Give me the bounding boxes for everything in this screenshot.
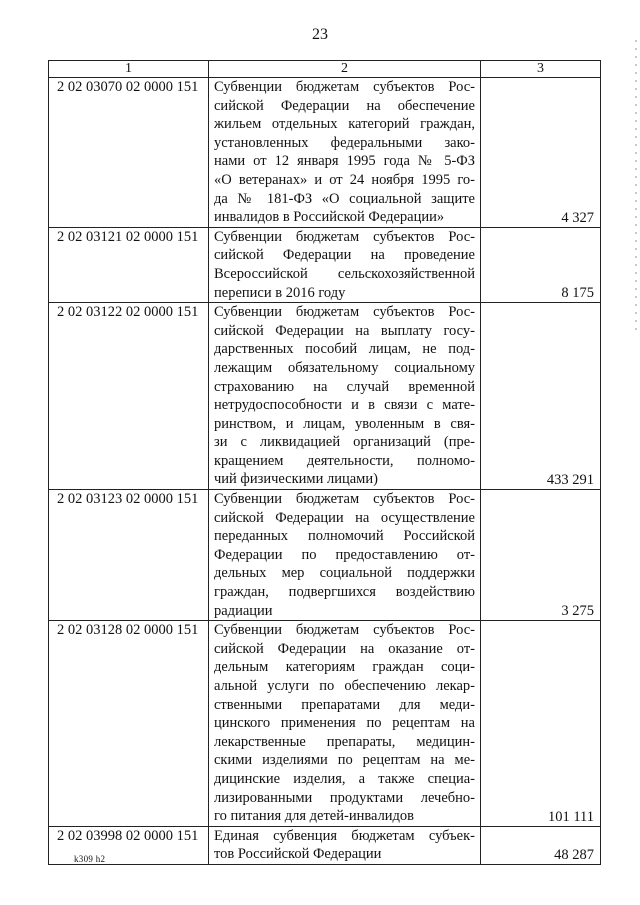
- table-row: [49, 78, 601, 228]
- description-line: ственными препаратами для меди-: [214, 696, 475, 713]
- description-line: Субвенции бюджетам субъектов Рос-: [214, 228, 475, 245]
- row-amount: 433 291: [481, 303, 601, 490]
- description-line: дицинские изделия, а также специа-: [214, 770, 475, 787]
- table-row: [49, 621, 601, 827]
- table-row: [49, 303, 601, 490]
- description-line: сийской Федерации на обеспечение: [214, 97, 475, 114]
- description-line: сийской Федерации на оказание от-: [214, 640, 475, 657]
- description-line: сийской Федерации на выплату госу-: [214, 322, 475, 339]
- description-line: Субвенции бюджетам субъектов Рос-: [214, 491, 475, 508]
- budget-table: [48, 60, 601, 865]
- description-line: дельных мер социальной поддержки: [214, 565, 475, 582]
- description-line: цинского применения по рецептам на: [214, 715, 475, 732]
- description-line: Федерации по предоставлению от-: [214, 546, 475, 563]
- description-line: дарственных пособий лицам, не под-: [214, 341, 475, 358]
- description-line: лизированными продуктами лечебно-: [214, 789, 475, 806]
- table-row: [49, 227, 601, 302]
- description-line: переданных полномочий Российской: [214, 528, 475, 545]
- row-code: 2 02 03121 02 0000 151: [49, 227, 209, 302]
- header-cell-code: 1: [49, 61, 209, 78]
- row-amount: 101 111: [481, 621, 601, 827]
- page-number: 23: [312, 26, 328, 43]
- header-row: [49, 61, 601, 78]
- description-line: установленных федеральными зако-: [214, 134, 475, 151]
- row-amount: 3 275: [481, 490, 601, 621]
- description-line: Субвенции бюджетам субъектов Рос-: [214, 304, 475, 321]
- description-line: нами от 12 января 1995 года № 5-ФЗ: [214, 153, 475, 170]
- description-line: да № 181-ФЗ «О социальной защите: [214, 190, 475, 207]
- row-description: [209, 621, 481, 827]
- description-line: «О ветеранах» и от 24 ноября 1995 го-: [214, 171, 475, 188]
- row-code: 2 02 03122 02 0000 151: [49, 303, 209, 490]
- row-description: [209, 78, 481, 228]
- footer-code: k309 h2: [74, 854, 106, 864]
- description-line: Субвенции бюджетам субъектов Рос-: [214, 622, 475, 639]
- description-line: чий физическими лицами): [214, 471, 378, 488]
- row-code: 2 02 03998 02 0000 151: [49, 826, 209, 864]
- description-line: граждан, подвергшихся воздействию: [214, 584, 475, 601]
- description-line: го питания для детей-инвалидов: [214, 808, 415, 825]
- row-description: [209, 490, 481, 621]
- description-line: нетрудоспособности и в связи с мате-: [214, 397, 475, 414]
- description-line: инвалидов в Российской Федерации»: [214, 209, 445, 226]
- table-row: [49, 826, 601, 864]
- row-code: 2 02 03070 02 0000 151: [49, 78, 209, 228]
- description-line: Единая субвенция бюджетам субъек-: [214, 827, 475, 844]
- table-body: [49, 61, 601, 865]
- row-description: [209, 303, 481, 490]
- header-cell-amount: 3: [481, 61, 601, 78]
- row-amount: 8 175: [481, 227, 601, 302]
- description-line: лежащим обязательному социальному: [214, 359, 475, 376]
- description-line: сийской Федерации на осуществление: [214, 509, 475, 526]
- description-line: альной услуги по обеспечению лекар-: [214, 678, 475, 694]
- scan-edge-marks: [632, 0, 640, 905]
- row-description: [209, 826, 481, 864]
- row-code: 2 02 03128 02 0000 151: [49, 621, 209, 827]
- description-line: переписи в 2016 году: [214, 284, 346, 301]
- row-amount: 4 327: [481, 78, 601, 228]
- row-code: 2 02 03123 02 0000 151: [49, 490, 209, 621]
- description-line: дельным категориям граждан соци-: [214, 659, 475, 676]
- description-line: жильем отдельных категорий граждан,: [214, 116, 475, 133]
- description-line: страхованию на случай временной: [214, 378, 475, 395]
- description-line: Всероссийской сельскохозяйственной: [214, 265, 475, 282]
- row-description: [209, 227, 481, 302]
- description-line: тов Российской Федерации: [214, 846, 382, 863]
- header-cell-description: 2: [209, 61, 481, 78]
- row-amount: 48 287: [481, 826, 601, 864]
- description-line: зи с ликвидацией организаций (пре-: [214, 434, 475, 451]
- table-row: [49, 490, 601, 621]
- description-line: кращением деятельности, полномо-: [214, 452, 475, 469]
- description-line: радиации: [214, 602, 273, 619]
- description-line: Субвенции бюджетам субъектов Рос-: [214, 79, 475, 95]
- description-line: ринством, и лицам, уволенным в свя-: [214, 415, 475, 432]
- description-line: сийской Федерации на проведение: [214, 247, 475, 264]
- description-line: лекарственные препараты, медицин-: [214, 733, 475, 750]
- description-line: скими изделиями по рецептам на ме-: [214, 752, 475, 769]
